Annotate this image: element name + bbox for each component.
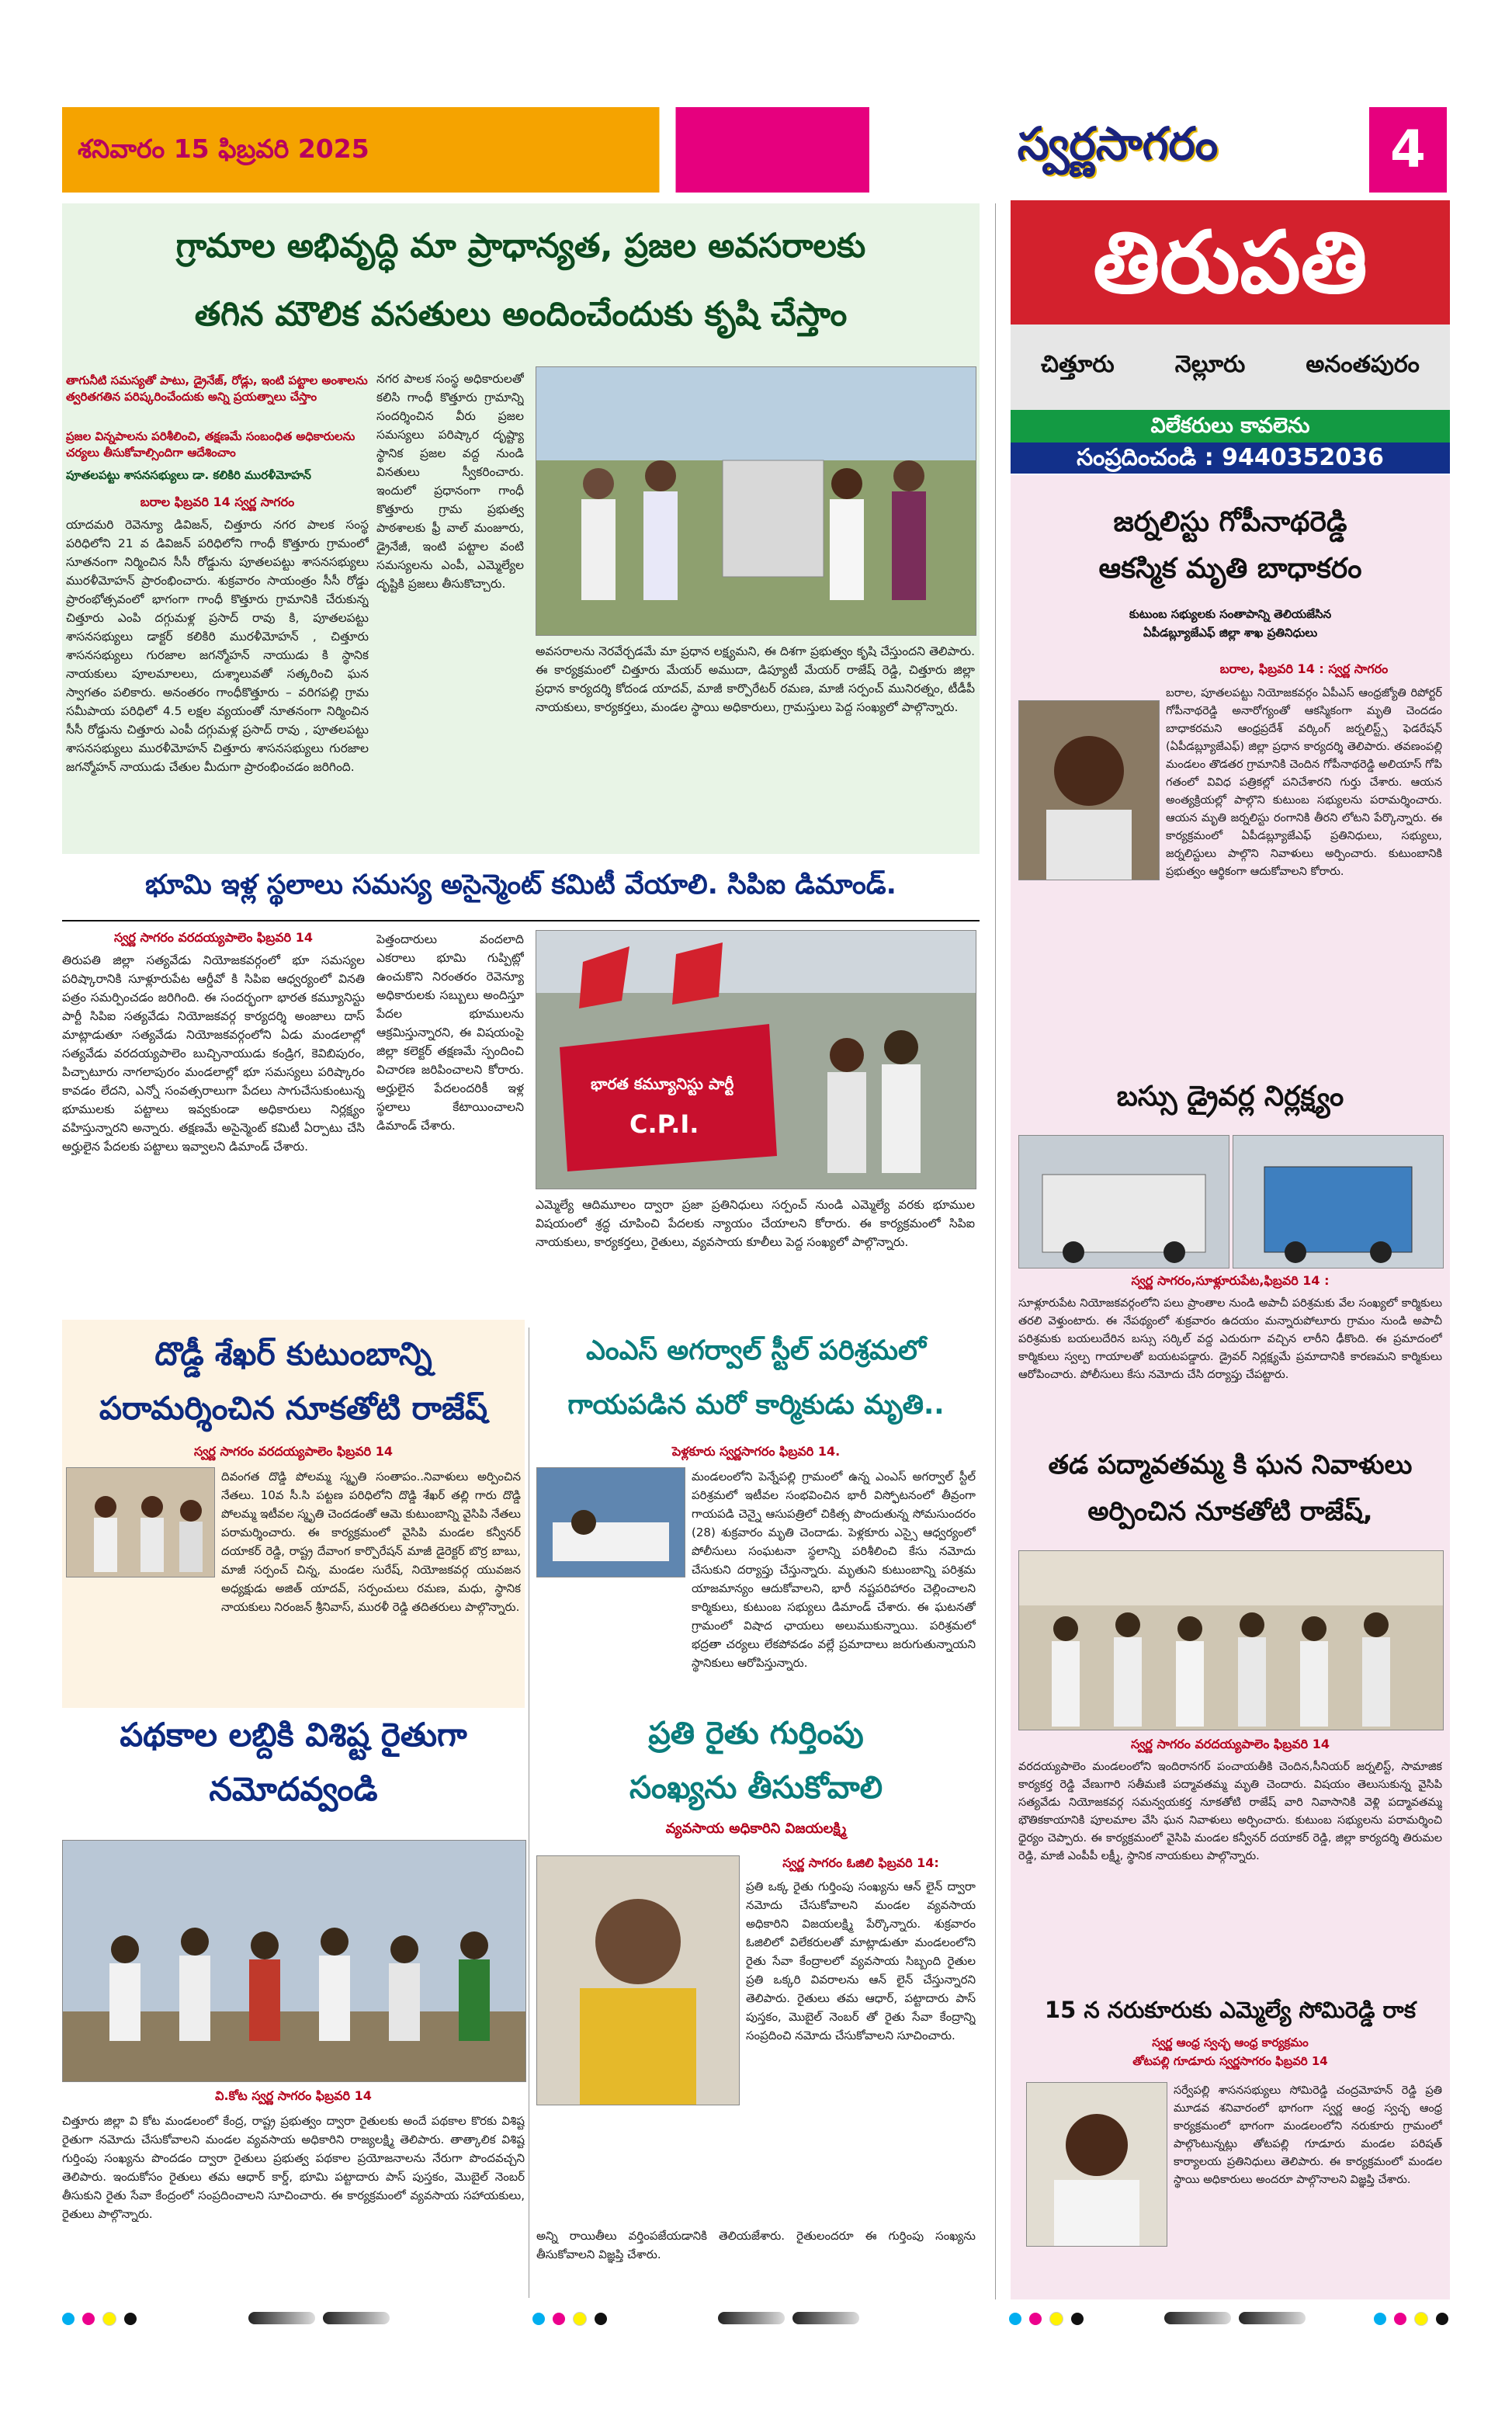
pathakala-dateline: వి.కోట స్వర్ణ సాగరం ఫిబ్రవరి 14 <box>215 2088 372 2103</box>
bus-headline: బస్సు డ్రైవర్ల నిర్లక్ష్యం <box>1116 1081 1344 1112</box>
steel-headline-line2: గాయపడిన మరో కార్మికుడు మృతి.. <box>567 1390 945 1421</box>
padma-headline-line2: అర్పించిన నూకతోటి రాజేష్, <box>1087 1496 1373 1527</box>
pathakala-photo <box>62 1840 526 2082</box>
mla-deck: స్వర్ణ ఆంధ్ర స్వచ్ఛ ఆంధ్ర కార్యక్రమం <box>1152 2036 1309 2049</box>
doddi-headline-line2: పరామర్శించిన నూకతోటి రాజేష్ <box>99 1390 488 1427</box>
lead-dateline: బరాల ఫిబ్రవరి 14 స్వర్ణ సాగరం <box>140 495 295 509</box>
yellow-dot <box>1414 2312 1428 2326</box>
column-divider-main <box>995 203 996 2299</box>
prathi-headline-line1: ప్రతి రైతు గుర్తింపు <box>648 1716 864 1751</box>
doddi-headline-line1: దొడ్డీ శేఖర్ కుటుంబాన్ని <box>154 1335 432 1373</box>
prathi-dateline: స్వర్ణ సాగరం ఓజిలి ఫిబ్రవరి 14: <box>782 1855 939 1870</box>
cpi-dateline: స్వర్ణ సాగరం వరదయ్యపాలెం ఫిబ్రవరి 14 <box>114 930 313 945</box>
doddi-photo <box>66 1467 215 1577</box>
journalist-deck2: ఏపీడబ్ల్యూజేఎఫ్ జిల్లా శాఖ ప్రతినిధులు <box>1143 626 1318 640</box>
contact-number: సంప్రదించండి : 9440352036 <box>1011 443 1450 474</box>
steel-story <box>532 1320 980 1708</box>
pathakala-story <box>62 1708 525 2298</box>
issue-date: శనివారం 15 ఫిబ్రవరి 2025 <box>78 134 369 164</box>
journalist-photo <box>1018 700 1160 880</box>
pathakala-body: చిత్తూరు జిల్లా వి కోట మండలంలో కేంద్ర, రాష్ట్ర ప్రభుత్వం ద్వారా రైతులకు అందే పథకాల కొరకు విశిష్ట రైతుగా నమోదు చేసుకోవాలని మండల వ్యవసాయ అధికారిని రాజ్యలక్ష్మి తెలిపారు. తాత్కాలిక విశిష్ట గుర్తింపు సంఖ్యను పొందడం ద్వారా రైతులు ప్రభుత్వ పథకాల ప్రయోజనాలను నేరుగా పొందవచ్చని తెలిపారు. ఇందుకోసం రైతులు తమ ఆధార్ కార్డ్, భూమి పట్టాదారు పాస్ పుస్తకం, మొబైల్ నెంబర్ తీసుకుని రైతు సేవా కేంద్రంలో సంప్రదించాలని సూచించారు. ఈ కార్యక్రమంలో వ్యవసాయ సహాయకులు, రైతులు పాల్గొన్నారు. <box>62 2114 525 2221</box>
magenta-dot <box>553 2313 565 2325</box>
cyan-dot <box>1374 2313 1386 2325</box>
registration-bars-left <box>248 2312 390 2324</box>
lead-deck-1: తాగునీటి సమస్యతో పాటు, డ్రైనేజ్, రోడ్లు, ఇంటి పట్టాల అంశాలను త్వరితగతిన పరిష్కరించేందుకు అన్ని ప్రయత్నాలు చేస్తాం <box>66 373 368 404</box>
pathakala-headline-line1: పథకాల లబ్దికి విశిష్ట రైతుగా <box>120 1716 467 1754</box>
right-column <box>1011 475 1450 2299</box>
lead-deck-3: పూతలపట్టు శాసనసభ్యులు డా. కలికిరి మురళీమోహన్ <box>66 468 311 482</box>
pathakala-headline-line2: నమోదవ్వండి <box>209 1770 378 1808</box>
cpi-photo-graphic <box>536 931 976 1189</box>
mla-photo <box>1026 2082 1167 2247</box>
cpi-story <box>62 862 980 1320</box>
prathi-headline-line2: సంఖ్యను తీసుకోవాలి <box>629 1770 883 1806</box>
journalist-dateline: బరాల, ఫిబ్రవరి 14 : స్వర్ణ సాగరం <box>1219 661 1389 676</box>
mla-photo-graphic <box>1027 2083 1167 2246</box>
registration-bars-right <box>1164 2312 1306 2324</box>
edition-title: తిరుపతి <box>1011 200 1450 325</box>
magenta-dot <box>1029 2313 1042 2325</box>
district-anantapur: అనంతపురం <box>1306 351 1420 378</box>
doddi-dateline: స్వర్ణ సాగరం వరదయ్యపాలెం ఫిబ్రవరి 14 <box>194 1444 393 1459</box>
bus-body: సూళ్లూరుపేట నియోజకవర్గంలోని పలు ప్రాంతాల నుండి అపాచీ పరిశ్రమకు వేల సంఖ్యలో కార్మికులు తరలి వెళ్తుంటారు. ఈ నేపథ్యంలో శుక్రవారం ఉదయం మన్నారుపోలూరు గ్రామం నుండి అపాచీ పరిశ్రమకు బయలుదేరిన బస్సు సర్కిల్ వద్ద ఎదురుగా వచ్చిన లారీని ఢీకొంది. ఈ ప్రమాదంలో కార్మికులు స్వల్ప గాయాలతో బయటపడ్డారు. డ్రైవర్ నిర్లక్ష్యమే ప్రమాదానికి కారణమని కార్మికులు ఆరోపించారు. పోలీసులు కేసు నమోదు చేసి దర్యాప్తు చేపట్టారు. <box>1018 1297 1442 1381</box>
cpi-headline: భూమి ఇళ్ల స్థలాలు సమస్య అసైన్మెంట్ కమిటీ వేయాలి. సిపిఐ డిమాండ్. <box>145 869 896 901</box>
gradient-bar <box>248 2312 315 2324</box>
mla-headline: 15 న నరుకూరుకు ఎమ్మెల్యే సోమిరెడ్డి రాక <box>1044 1997 1417 2023</box>
lead-photo-graphic <box>536 367 976 635</box>
padma-headline-line1: తడ పద్మావతమ్మ కి ఘన నివాళులు <box>1048 1449 1413 1480</box>
padma-body: వరదయ్యపాలెం మండలంలోని ఇందిరానగర్ పంచాయతీకి చెందిన,సీనియర్ జర్నలిస్ట్, సామాజిక కార్యకర్త రెడ్డి వేణుగారి సతీమణి పద్మావతమ్మ మృతి చెందారు. విషయం తెలుసుకున్న వైసిపి సత్యవేడు నియోజకవర్గ సమన్వయకర్త నూకతోటి రాజేష్ వారి నివాసానికి వెళ్లి పద్మావతమ్మ భౌతికకాయానికి పూలమాల వేసి ఘన నివాళులు అర్పించారు. కుటుంబ సభ్యులను పరామర్శించి ధైర్యం చెప్పారు. ఈ కార్యక్రమంలో వైసిపి మండల కన్వీనర్ దయాకర్ రెడ్డి, జిల్లా కార్యదర్శి తిరుమల రెడ్డి, మాజీ ఎంపీపీ లక్ష్మీ, స్థానిక నాయకులు పాల్గొన్నారు. <box>1018 1761 1442 1862</box>
magenta-dot <box>1394 2313 1406 2325</box>
steel-headline-line1: ఎంఎస్ అగర్వాల్ స్టీల్ పరిశ్రమలో <box>585 1335 926 1366</box>
edition-districts <box>1011 325 1450 410</box>
prathi-photo <box>536 1855 740 2105</box>
journalist-photo-graphic <box>1019 701 1159 880</box>
doddi-story <box>62 1320 525 1708</box>
gradient-bar <box>718 2312 785 2324</box>
prathi-story <box>532 1708 980 2298</box>
lead-headline-line2: తగిన మౌలిక వసతులు అందించేందుకు కృషి చేస్తాం <box>194 295 848 334</box>
padma-photo <box>1018 1550 1444 1730</box>
cpi-body-col2: పెత్తందారులు వందలాది ఎకరాలు భూమి గుప్పిట్లో ఉంచుకొని నిరంతరం రెవెన్యూ అధికారులకు సబ్బులు అందిస్తూ పేదల భూములను ఆక్రమిస్తున్నారని, ఈ విషయంపై జిల్లా కలెక్టర్ తక్షణమే స్పందించి విచారణ జరిపించాలని కోరారు. అర్హులైన పేదలందరికీ ఇళ్ల స్థలాలు కేటాయించాలని డిమాండ్ చేశారు. <box>376 932 524 1133</box>
prathi-footer: అన్ని రాయితీలు వర్తింపజేయడానికి తెలియజేశారు. రైతులందరూ ఈ గుర్తింపు సంఖ్యను తీసుకోవాలని విజ్ఞప్తి చేశారు. <box>536 2229 976 2261</box>
steel-dateline: పెళ్లకూరు స్వర్ణసాగరం ఫిబ్రవరి 14. <box>671 1444 841 1459</box>
cyan-dot <box>62 2313 75 2325</box>
district-nellore: నెల్లూరు <box>1174 351 1246 378</box>
prathi-photo-graphic <box>537 1856 739 2105</box>
paper-logo <box>978 109 1257 186</box>
lead-body-col2: నగర పాలక సంస్థ అధికారులతో కలిసి గాంధీ కొత్తూరు గ్రామాన్ని సందర్శించిన వీరు ప్రజల సమస్యలు పరిష్కార దృష్ట్యా స్థానిక ప్రజల వద్ద నుండి వినతులు స్వీకరించారు. ఇందులో ప్రధానంగా గాంధీ కొత్తూరు గ్రామ ప్రభుత్వ పాఠశాలకు ఫ్రీ వాల్ మంజూరు, డ్రైనేజీ, ఇంటి పట్టాల వంటి సమస్యలను ఎంపీ, ఎమ్మెల్యేల దృష్టికి ప్రజలు తీసుకొచ్చారు. <box>376 372 524 591</box>
edition-box <box>1011 200 1450 472</box>
prathi-deck: వ్యవసాయ అధికారిని విజయలక్ష్మి <box>665 1820 847 1837</box>
mla-body: సర్వేపల్లి శాసనసభ్యులు సోమిరెడ్డి చంద్రమోహన్ రెడ్డి ప్రతి మూడవ శనివారంలో భాగంగా స్వర్ణ ఆంధ్ర స్వచ్ఛ ఆంధ్ర కార్యక్రమంలో భాగంగా మండలంలోని నరుకూరు గ్రామంలో పాల్గొంటున్నట్లు తోటపల్లి గూడూరు మండల పరిషత్ కార్యాలయ ప్రతినిధులు తెలిపారు. ఈ కార్యక్రమంలో మండల స్థాయి అధికారులు అందరూ పాల్గొనాలని విజ్ఞప్తి చేశారు. <box>1174 2084 1442 2186</box>
black-dot <box>124 2313 137 2325</box>
cpi-top-rule <box>62 920 980 921</box>
steel-photo <box>536 1467 685 1577</box>
journalist-body: బరాల, పూతలపట్టు నియోజకవర్గం ఏపీఎస్ ఆంధ్రజ్యోతి రిపోర్టర్ గోపీనాథరెడ్డి అనారోగ్యంతో ఆకస్మికంగా మృతి చెందడం బాధాకరమని ఆంధ్రప్రదేశ్ వర్కింగ్ జర్నలిస్ట్స్ ఫెడరేషన్ (ఏపీడబ్ల్యూజేఎఫ్) జిల్లా ప్రధాన కార్యదర్శి తెలిపారు. తవణంపల్లి మండలం తొడతర గ్రామానికి చెందిన గోపీనాథరెడ్డి అలియాస్ గోపి గతంలో వివిధ పత్రికల్లో పనిచేశారని గుర్తు చేశారు. ఆయన అంత్యక్రియల్లో పాల్గొని కుటుంబ సభ్యులను పరామర్శించారు. ఆయన మృతి జర్నలిస్టు రంగానికి తీరని లోటని పేర్కొన్నారు. ఈ కార్యక్రమంలో ఏపీడబ్ల్యూజేఎఫ్ ప్రతినిధులు, సభ్యులు, జర్నలిస్టులు పాల్గొని నివాళులు అర్పించారు. కుటుంబానికి ప్రభుత్వం ఆర్థికంగా ఆదుకోవాలని కోరారు. <box>1166 687 1442 878</box>
bus-photo-right <box>1233 1135 1444 1269</box>
journalist-headline-line2: ఆకస్మిక మృతి బాధాకరం <box>1098 553 1362 585</box>
registration-marks-left <box>62 2312 137 2326</box>
registration-marks-right <box>1009 2312 1084 2326</box>
cpi-body-col3: ఎమ్మెల్యే ఆదిమూలం ద్వారా ప్రజా ప్రతినిధులు సర్పంచ్ నుండి ఎమ్మెల్యే వరకు భూముల విషయంలో శ్రద్ధ చూపించి పేదలకు న్యాయం చేయాలని కోరారు. ఈ కార్యక్రమంలో సిపిఐ నాయకులు, కార్యకర్తలు, రైతులు, వ్యవసాయ కూలీలు పెద్ద సంఖ్యలో పాల్గొన్నారు. <box>536 1198 975 1249</box>
masthead-date-bar <box>62 107 869 193</box>
doddi-photo-graphic <box>67 1468 214 1577</box>
page-number: 4 <box>1390 120 1426 179</box>
cpi-banner-letters: C.P.I. <box>629 1109 699 1139</box>
journalist-headline-line1: జర్నలిస్టు గోపీనాథరెడ్డి <box>1113 506 1347 538</box>
cpi-body-col1: తిరుపతి జిల్లా సత్యవేడు నియోజకవర్గంలో భూ సమస్యల పరిష్కారానికి సూళ్లూరుపేట ఆర్డీవో కి సిపిఐ ఆధ్వర్యంలో వినతి పత్రం సమర్పించడం జరిగింది. ఈ సందర్భంగా భారత కమ్యూనిస్టు పార్టీ సిపిఐ సత్యవేడు నియోజకవర్గ కార్యదర్శి అంజాలు దాస్ మాట్లాడుతూ సత్యవేడు నియోజకవర్గంలోని ఏడు మండలాల్లో సత్యవేడు వరదయ్యపాలెం బుచ్చినాయుడు కండ్రిగ, కెవిబిపురం, పిచ్చాటూరు నాగలాపురం మండలాల్లో భూ సమస్యలు పరిష్కారం కావడం లేదని, ఎన్నో సంవత్సరాలుగా పేదలు సాగుచేసుకుంటున్న భూములకు పట్టాలు ఇవ్వకుండా అధికారులు నిర్లక్ష్యం వహిస్తున్నారని అన్నారు. తక్షణమే అసైన్మెంట్ కమిటీ ఏర్పాటు చేసి అర్హులైన పేదలకు పట్టాలు ఇవ్వాలని డిమాండ్ చేశారు. <box>62 953 365 1154</box>
black-dot <box>1436 2313 1448 2325</box>
yellow-dot <box>102 2312 116 2326</box>
registration-bars-center <box>718 2312 859 2324</box>
registration-marks-center <box>532 2312 607 2326</box>
district-chittoor: చిత్తూరు <box>1041 351 1115 378</box>
lead-deck-2: ప్రజల విన్నపాలను పరిశీలించి, తక్షణమే సంబంధిత అధికారులను చర్యలు తీసుకోవాల్సిందిగా ఆదేశించాం <box>66 429 355 460</box>
steel-photo-graphic <box>537 1468 685 1577</box>
bus-photo-right-graphic <box>1233 1136 1443 1268</box>
journalist-deck1: కుటుంబ సభ్యులకు సంతాపాన్ని తెలియజేసిన <box>1129 607 1332 621</box>
prathi-body: ప్రతి ఒక్క రైతు గుర్తింపు సంఖ్యను ఆన్ లైన్ ద్వారా నమోదు చేసుకోవాలని మండల వ్యవసాయ అధికారిని విజయలక్ష్మి పేర్కొన్నారు. శుక్రవారం ఓజిలిలో విలేకరులతో మాట్లాడుతూ మండలంలోని రైతు సేవా కేంద్రాలలో వ్యవసాయ సిబ్బంది రైతుల ప్రతి ఒక్కరి వివరాలను ఆన్ లైన్ చేస్తున్నారని తెలిపారు. రైతులు తమ ఆధార్, పట్టాదారు పాస్ పుస్తకం, మొబైల్ నెంబర్ తో రైతు సేవా కేంద్రాన్ని సంప్రదించి నమోదు చేసుకోవాలని సూచించారు. <box>746 1879 976 2042</box>
magenta-dot <box>82 2313 95 2325</box>
lead-body-col1: యాదమరి రెవెన్యూ డివిజన్, చిత్తూరు నగర పాలక సంస్థ పరిధిలోని 21 వ డివిజన్ పరిధిలోని గాంధీ కొత్తూరు గ్రామంలో సూతనంగా నిర్మించిన సీసీ రోడ్డును పూతలపట్టు శాసనసభ్యులు మురళీమోహన్ ప్రారంభించారు. శుక్రవారం సాయంత్రం సీసీ రోడ్డు ప్రారంభోత్సవంలో భాగంగా గాంధీ కొత్తూరు గ్రామానికి చేరుకున్న చిత్తూరు ఎంపి దగ్గుమళ్ల ప్రసాద్ రావు కి, పూతలపట్టు శాసనసభ్యులు డాక్టర్ కలికిరి మురళీమోహన్ , చిత్తూరు శాసనసభ్యులు గురజాల జగన్మోహన్ నాయుడు కి స్థానిక నాయకులు పూలమాలలు, దుశ్శాలువతో సత్కరించి ఘన స్వాగతం పలికారు. అనంతరం గాంధీకొత్తూరు – వరిగపల్లి గ్రామ సమీపాయ పరిధిలో 4.5 లక్షల వ్యయంతో నూతనంగా నిర్మించిన సీసీ రోడ్డును చిత్తూరు ఎంపీ దగ్గుమళ్ల ప్రసాద్ రావు , పూతలపట్టు శాసనసభ్యులు మురళీమోహన్ చిత్తూరు శాసనసభ్యులు గురజాల జగన్మోహన్ నాయుడు చేతుల మీదుగా ప్రారంభించడం జరిగింది. <box>66 518 369 774</box>
yellow-dot <box>573 2312 587 2326</box>
steel-body: మండలంలోని పెన్నేపల్లి గ్రామంలో ఉన్న ఎంఎస్ అగర్వాల్ స్టీల్ పరిశ్రమలో ఇటీవల సంభవించిన భారీ విస్ఫోటనంలో తీవ్రంగా గాయపడి చెన్నై ఆసుపత్రిలో చికిత్స పొందుతున్న సోమసుందరం (28) శుక్రవారం మృతి చెందాడు. పెళ్లకూరు ఎస్సై ఆధ్వర్యంలో పోలీసులు సంఘటనా స్థలాన్ని పరిశీలించి కేసు నమోదు చేసుకుని దర్యాప్తు చేస్తున్నారు. మృతుని కుటుంబాన్ని పరిశ్రమ యాజమాన్యం ఆదుకోవాలని, భారీ నష్టపరిహారం చెల్లించాలని కార్మికులు, కుటుంబ సభ్యులు డిమాండ్ చేశారు. ఈ ఘటనతో గ్రామంలో విషాద ఛాయలు అలుముకున్నాయి. పరిశ్రమలో భద్రతా చర్యలు లేకపోవడం వల్లే ప్రమాదాలు జరుగుతున్నాయని స్థానికులు ఆరోపిస్తున్నారు. <box>692 1470 976 1670</box>
gradient-bar <box>1239 2312 1306 2324</box>
black-dot <box>595 2313 607 2325</box>
cyan-dot <box>1009 2313 1021 2325</box>
reporters-wanted: విలేకరులు కావలెను <box>1011 410 1450 443</box>
padma-dateline: స్వర్ణ సాగరం వరదయ్యపాలెం ఫిబ్రవరి 14 <box>1131 1737 1330 1751</box>
lead-story <box>62 203 980 854</box>
bus-photo-left-graphic <box>1019 1136 1229 1268</box>
mla-dateline: తోటపల్లి గూడూరు స్వర్ణసాగరం ఫిబ్రవరి 14 <box>1132 2054 1328 2068</box>
black-dot <box>1071 2313 1084 2325</box>
bus-photo-left <box>1018 1135 1229 1269</box>
lead-headline-line1: గ్రామాల అభివృద్ధి మా ప్రాధాన్యత, ప్రజల అవసరాలకు <box>175 227 866 266</box>
gradient-bar <box>323 2312 390 2324</box>
lead-body-col4: అవసరాలను నెరవేర్చడమే మా ప్రధాన లక్ష్యమని, ఈ దిశగా ప్రభుత్వం కృషి చేస్తుందని తెలిపారు. ఈ కార్యక్రమంలో చిత్తూరు మేయర్ అముదా, డిప్యూటీ మేయర్ రాజేష్ రెడ్డి, చిత్తూరు జిల్లా ప్రధాన కార్యదర్శి కోదండ యాదవ్, మాజీ కార్పొరేటర్ రమణ, మాజీ సర్పంచ్ మునిరత్నం, టీడీపీ నాయకులు, కార్యకర్తలు, మండల స్థాయి అధికారులు, గ్రామస్తులు పెద్ద సంఖ్యలో పాల్గొన్నారు. <box>536 644 975 714</box>
cpi-banner-text: భారత కమ్యూనిస్టు పార్టీ <box>591 1074 734 1093</box>
lead-photo <box>536 366 976 636</box>
gradient-bar <box>792 2312 859 2324</box>
paper-name: స్వర్ణసాగరం <box>1017 117 1219 170</box>
yellow-dot <box>1049 2312 1063 2326</box>
padma-photo-graphic <box>1019 1551 1443 1730</box>
pathakala-photo-graphic <box>63 1841 525 2081</box>
gradient-bar <box>1164 2312 1231 2324</box>
page-number-box <box>1369 107 1447 193</box>
registration-marks-far-right <box>1374 2312 1448 2326</box>
cpi-photo <box>536 930 976 1189</box>
cyan-dot <box>532 2313 545 2325</box>
bus-dateline: స్వర్ణ సాగరం,సూళ్లూరుపేట,ఫిబ్రవరి 14 : <box>1131 1273 1330 1288</box>
doddi-body: దివంగత దొడ్డి పోలమ్మ స్మృతి సంతాపం..నివాళులు అర్పించిన నేతలు. 10వ సీ.సి పట్టణ పరిధిలోని దొడ్డి శేఖర్ తల్లి గారు దొడ్డి పోలమ్మ ఇటీవల స్మృతి చెందడంతో ఆమె కుటుంబాన్ని వైసిపి నేతలు పరామర్శించారు. ఈ కార్యక్రమంలో వైసిపి మండల కన్వీనర్ దయాకర్ రెడ్డి, రాష్ట్ర దేవాంగ కార్పొరేషన్ మాజీ డైరెక్టర్ బొర్ర బాబు, మాజీ సర్పంచ్ చిన్న, మండల సురేష్, నియోజకవర్గ యువజన అధ్యక్షుడు అజిత్ యాదవ్, సర్పంచులు రమణ, మధు, స్థానిక నాయకులు నిరంజన్ శ్రీనివాస్, మురళీ రెడ్డి తదితరులు పాల్గొన్నారు. <box>221 1470 521 1614</box>
